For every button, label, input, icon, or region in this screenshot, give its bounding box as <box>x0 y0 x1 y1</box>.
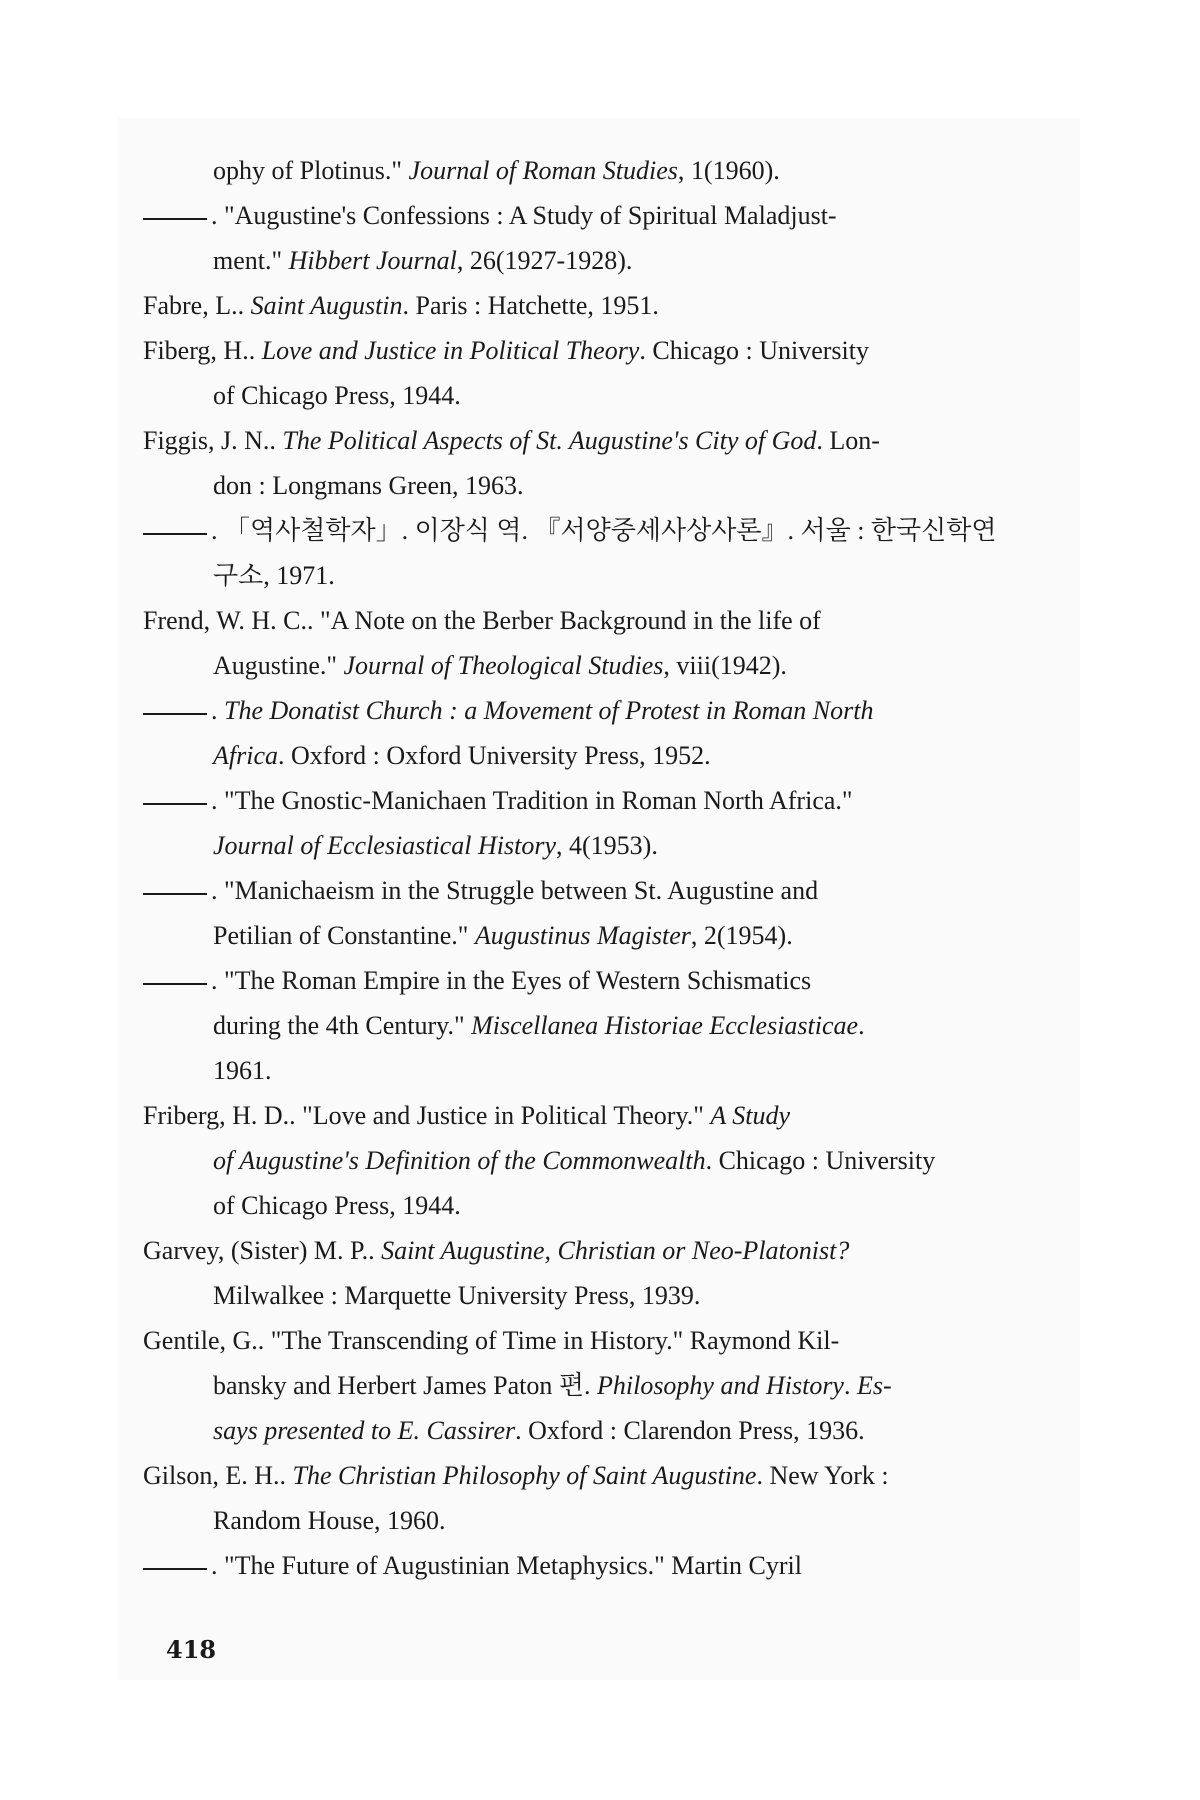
text-segment: Friberg, H. D.. "Love and Justice in Political Theory." <box>143 1101 711 1130</box>
text-segment: , 2(1954). <box>690 921 793 950</box>
italic-title: Saint Augustin <box>250 291 403 320</box>
line-text <box>211 778 853 823</box>
bibliography-line-continuation <box>143 148 1053 193</box>
italic-title: Saint Augustine, Christian or Neo-Platonist? <box>381 1236 850 1265</box>
text-segment: ophy of Plotinus." <box>213 156 409 185</box>
bibliography-line-ditto <box>143 688 1053 733</box>
line-text <box>143 1093 790 1138</box>
bibliography-line-continuation <box>143 643 1053 688</box>
italic-title: Africa <box>213 741 278 770</box>
text-segment: . <box>211 696 224 725</box>
line-text <box>143 328 869 373</box>
text-segment: Gilson, E. H.. <box>143 1461 293 1490</box>
bibliography-line-continuation <box>143 1498 1053 1543</box>
line-text <box>143 283 659 328</box>
line-text <box>211 1543 802 1588</box>
bibliography-entry-start <box>143 328 1053 373</box>
text-segment: . 「역사철학자」. 이장식 역. 『서양중세사상사론』. 서울 : 한국신학연 <box>211 516 997 545</box>
text-segment: Augustine." <box>213 651 344 680</box>
line-text <box>211 868 818 913</box>
text-segment: Petilian of Constantine." <box>213 921 475 950</box>
bibliography-entry-start <box>143 283 1053 328</box>
bibliography-line-continuation <box>143 1048 1053 1093</box>
text-segment: . Chicago : University <box>705 1146 936 1175</box>
line-text <box>213 823 658 868</box>
bibliography-line-continuation <box>143 733 1053 778</box>
bibliography-line-continuation <box>143 1363 1053 1408</box>
text-segment: Frend, W. H. C.. "A Note on the Berber Background in the life of <box>143 606 821 635</box>
line-text <box>213 1408 865 1453</box>
text-segment: Figgis, J. N.. <box>143 426 283 455</box>
bibliography-line-continuation <box>143 823 1053 868</box>
line-text <box>213 913 793 958</box>
line-text <box>213 463 524 508</box>
bibliography-line-continuation <box>143 238 1053 283</box>
italic-title: A Study <box>710 1101 791 1130</box>
line-text <box>143 418 880 463</box>
line-text <box>143 1228 849 1273</box>
text-segment: Fiberg, H.. <box>143 336 262 365</box>
bibliography-entry-start <box>143 1093 1053 1138</box>
text-segment: , 1(1960). <box>677 156 780 185</box>
text-segment: . Paris : Hatchette, 1951. <box>402 291 659 320</box>
text-segment: , 4(1953). <box>556 831 658 860</box>
bibliography-entry-start <box>143 1318 1053 1363</box>
line-text <box>213 1183 461 1228</box>
text-segment: Random House, 1960. <box>213 1506 446 1535</box>
text-segment: . "Augustine's Confessions : A Study of Spiritual Maladjust- <box>211 201 837 230</box>
bibliography-line-continuation <box>143 463 1053 508</box>
line-text <box>213 1048 272 1093</box>
bibliography-line-continuation <box>143 1003 1053 1048</box>
line-text <box>143 1318 839 1363</box>
italic-title: Philosophy and History <box>596 1371 844 1400</box>
line-text <box>143 598 821 643</box>
bibliography-line-ditto <box>143 508 1053 553</box>
italic-title: The Donatist Church : a Movement of Protest in Roman North <box>224 696 874 725</box>
bibliography-line-continuation <box>143 1183 1053 1228</box>
text-segment: of Chicago Press, 1944. <box>213 381 461 410</box>
text-segment: . Lon- <box>816 426 880 455</box>
line-text <box>211 193 837 238</box>
line-text <box>213 1003 865 1048</box>
bibliography-line-ditto <box>143 1543 1053 1588</box>
line-text <box>211 508 997 553</box>
italic-title: Hibbert Journal <box>288 246 457 275</box>
bibliography-entry-start <box>143 598 1053 643</box>
bibliography-entry-start <box>143 418 1053 463</box>
bibliography-line-ditto <box>143 958 1053 1003</box>
italic-title: Es- <box>856 1371 892 1400</box>
text-segment: Gentile, G.. "The Transcending of Time in History." Raymond Kil- <box>143 1326 840 1355</box>
text-segment: . Chicago : University <box>639 336 869 365</box>
ditto-dash <box>143 713 207 715</box>
text-segment: . <box>843 1371 857 1400</box>
ditto-dash <box>143 803 207 805</box>
ditto-dash <box>143 1568 207 1570</box>
bibliography-entry-start <box>143 1453 1053 1498</box>
ditto-dash <box>143 893 207 895</box>
bibliography-entry-start <box>143 1228 1053 1273</box>
text-segment: 1961. <box>213 1056 272 1085</box>
text-segment: . <box>858 1011 865 1040</box>
bibliography-line-ditto <box>143 778 1053 823</box>
ditto-dash <box>143 218 207 220</box>
line-text <box>213 1138 935 1183</box>
text-segment: Garvey, (Sister) M. P.. <box>143 1236 382 1265</box>
bibliography-line-continuation <box>143 913 1053 958</box>
line-text <box>213 1273 700 1318</box>
text-segment: . Oxford : Oxford University Press, 1952. <box>278 741 711 770</box>
line-text <box>213 553 335 598</box>
text-segment: Fabre, L.. <box>143 291 251 320</box>
text-segment: . "The Gnostic-Manichaen Tradition in Roman North Africa." <box>211 786 853 815</box>
text-segment: . "The Roman Empire in the Eyes of Western Schismatics <box>211 966 812 995</box>
text-segment: . New York : <box>756 1461 889 1490</box>
bibliography-page <box>143 148 1053 1588</box>
line-text <box>143 1453 889 1498</box>
text-segment: , viii(1942). <box>663 651 787 680</box>
italic-title: Augustinus Magister <box>474 921 691 950</box>
bibliography-line-continuation <box>143 373 1053 418</box>
line-text <box>213 733 711 778</box>
text-segment: bansky and Herbert James Paton 편. <box>213 1371 597 1400</box>
text-segment: Milwalkee : Marquette University Press, 1939. <box>213 1281 701 1310</box>
line-text <box>213 373 461 418</box>
bibliography-line-continuation <box>143 553 1053 598</box>
italic-title: Love and Justice in Political Theory <box>261 336 640 365</box>
line-text <box>213 148 780 193</box>
text-segment: . "The Future of Augustinian Metaphysics." Martin Cyril <box>211 1551 802 1580</box>
page-number: 418 <box>166 1635 217 1664</box>
text-segment: 구소, 1971. <box>213 561 335 590</box>
italic-title: The Political Aspects of St. Augustine's City of God <box>282 426 817 455</box>
italic-title: The Christian Philosophy of Saint Augustine <box>292 1461 757 1490</box>
bibliography-line-ditto <box>143 193 1053 238</box>
italic-title: says presented to E. Cassirer <box>213 1416 516 1445</box>
text-segment: of Chicago Press, 1944. <box>213 1191 461 1220</box>
bibliography-line-continuation <box>143 1273 1053 1318</box>
italic-title: Journal of Ecclesiastical History <box>213 831 557 860</box>
italic-title: Journal of Theological Studies <box>343 651 664 680</box>
line-text <box>211 958 811 1003</box>
line-text <box>213 1363 892 1408</box>
line-text <box>211 688 873 733</box>
text-segment: . Oxford : Clarendon Press, 1936. <box>515 1416 865 1445</box>
text-segment: don : Longmans Green, 1963. <box>213 471 524 500</box>
text-segment: ment." <box>213 246 289 275</box>
text-segment: during the 4th Century." <box>213 1011 472 1040</box>
bibliography-line-continuation <box>143 1408 1053 1453</box>
text-segment: . "Manichaeism in the Struggle between St. Augustine and <box>211 876 819 905</box>
bibliography-line-ditto <box>143 868 1053 913</box>
line-text <box>213 238 632 283</box>
text-segment: , 26(1927-1928). <box>456 246 633 275</box>
ditto-dash <box>143 983 207 985</box>
italic-title: of Augustine's Definition of the Commonwealth <box>213 1146 706 1175</box>
bibliography-line-continuation <box>143 1138 1053 1183</box>
italic-title: Miscellanea Historiae Ecclesiasticae <box>471 1011 859 1040</box>
ditto-dash <box>143 533 207 535</box>
italic-title: Journal of Roman Studies <box>408 156 678 185</box>
line-text <box>213 1498 446 1543</box>
line-text <box>213 643 787 688</box>
